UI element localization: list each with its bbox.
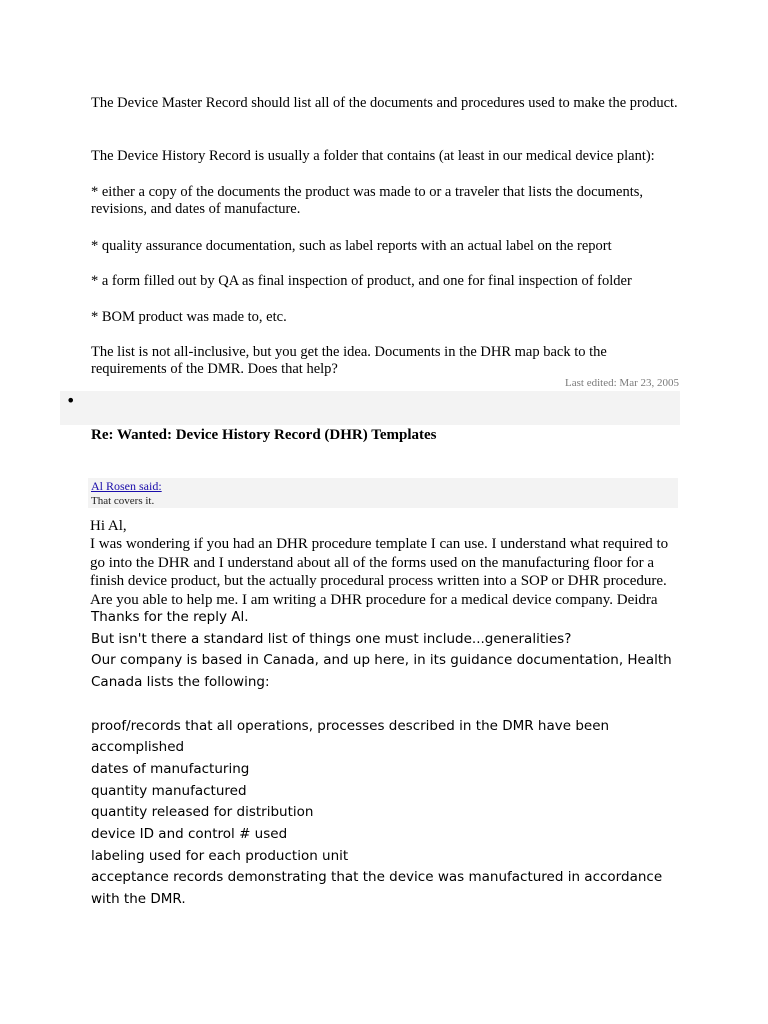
post-title: Re: Wanted: Device History Record (DHR) Templates (91, 427, 437, 443)
spacer (91, 694, 691, 716)
reply-body (90, 517, 680, 609)
post-paragraph: * a form filled out by QA as final inspection of product, and one for final inspection of folder (91, 273, 632, 289)
quote-author-link[interactable]: Al Rosen said: (91, 479, 162, 493)
list-item: proof/records that all operations, processes described in the DMR have been accomplished (91, 717, 610, 756)
list-item: quantity released for distribution (91, 804, 314, 821)
post-separator (60, 391, 680, 425)
post3-line: But isn't there a standard list of things one must include...generalities? (91, 630, 572, 647)
post-paragraph: The Device Master Record should list all of the documents and procedures used to make the product. (91, 95, 678, 111)
list-item: dates of manufacturing (91, 760, 250, 777)
post-paragraph: The Device History Record is usually a folder that contains (at least in our medical device plant): (91, 148, 655, 164)
post-paragraph: * BOM product was made to, etc. (91, 309, 287, 325)
post3-line: Our company is based in Canada, and up here, in its guidance documentation, Health Canada lists the following: (91, 652, 672, 691)
post3-line: Thanks for the reply Al. (91, 609, 249, 625)
last-edited-timestamp: Last edited: Mar 23, 2005 (565, 377, 679, 389)
post-paragraph: * either a copy of the documents the product was made to or a traveler that lists the documents, revisions, and dates of manufacture. (91, 184, 644, 217)
post-paragraph: * quality assurance documentation, such as label reports with an actual label on the report (91, 238, 612, 254)
reply-greeting: Hi Al, (90, 518, 127, 534)
list-item: quantity manufactured (91, 782, 247, 799)
reply-text: I was wondering if you had an DHR procedure template I can use. I understand what required to go into the DHR and I understand about all of the forms used on the manufacturing floor for a finish device product, but the actually procedural process written into a SOP or DHR procedure. Are you able to help me. I am writing a DHR procedure for a medical device company. Deidra (90, 536, 669, 608)
list-item: device ID and control # used (91, 826, 288, 843)
quote-box (88, 478, 678, 508)
list-item: labeling used for each production unit (91, 847, 349, 864)
quote-text: That covers it. (91, 495, 155, 507)
post3-body (91, 607, 691, 911)
post-paragraph: The list is not all-inclusive, but you get the idea. Documents in the DHR map back to the requirements of the DMR. Does that help? (91, 344, 607, 377)
bullet-icon: • (66, 391, 76, 410)
list-item: acceptance records demonstrating that the device was manufactured in accordance with the DMR. (91, 869, 663, 908)
